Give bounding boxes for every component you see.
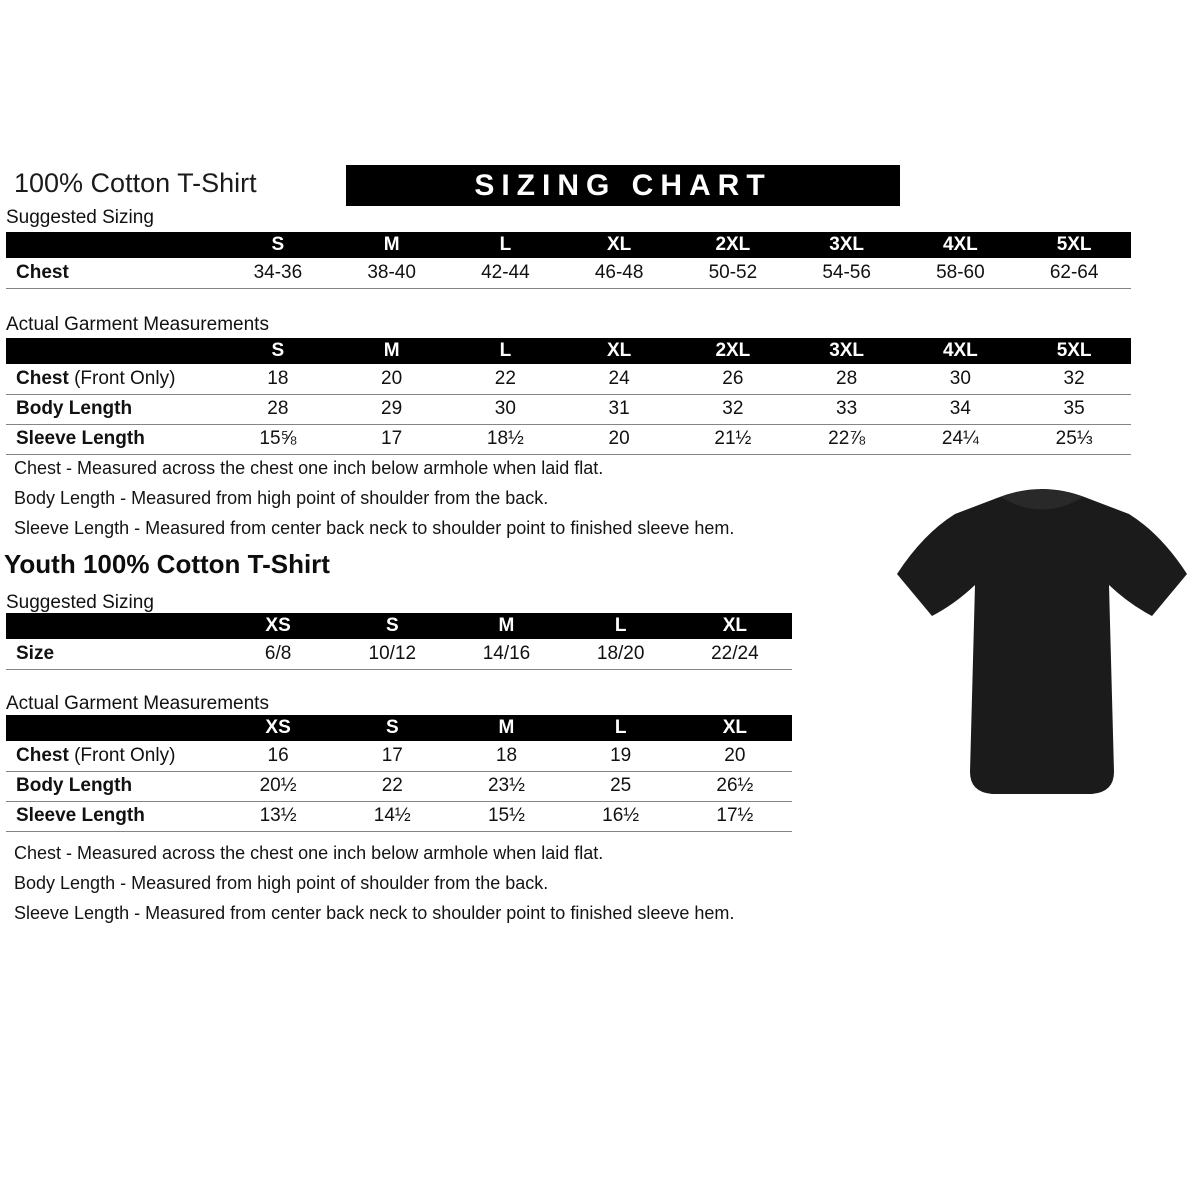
cell: 46-48 <box>562 258 676 288</box>
col-header: XL <box>678 715 792 741</box>
col-header: M <box>335 232 449 258</box>
col-header: 2XL <box>676 338 790 364</box>
adult-measurement-notes <box>14 458 834 548</box>
header-row <box>6 715 792 741</box>
adult-suggested-sizing-table <box>6 232 1131 289</box>
adult-actual-measurements-table <box>6 338 1131 455</box>
sizing-chart-banner: SIZING CHART <box>346 165 900 206</box>
cell: 21½ <box>676 424 790 454</box>
cell: 18/20 <box>564 639 678 669</box>
col-header: M <box>449 613 563 639</box>
col-header: 4XL <box>904 232 1018 258</box>
table-row <box>6 364 1131 394</box>
cell: 18 <box>221 364 335 394</box>
cell: 18 <box>449 741 563 771</box>
header-spacer-cell <box>6 715 221 741</box>
cell: 18½ <box>449 424 563 454</box>
col-header: XS <box>221 613 335 639</box>
header-row <box>6 338 1131 364</box>
row-label: Sleeve Length <box>6 801 221 831</box>
cell: 17½ <box>678 801 792 831</box>
cell: 14½ <box>335 801 449 831</box>
row-label: Chest <box>6 258 221 288</box>
page-title: 100% Cotton T-Shirt <box>14 168 257 198</box>
note-sleeve-length: Sleeve Length - Measured from center back neck to shoulder point to finished sleeve hem. <box>14 903 735 923</box>
cell: 15½ <box>449 801 563 831</box>
col-header: 3XL <box>790 338 904 364</box>
cell: 31 <box>562 394 676 424</box>
col-header: XL <box>562 338 676 364</box>
header-spacer-cell <box>6 338 221 364</box>
table-row <box>6 639 792 669</box>
header-row <box>6 232 1131 258</box>
cell: 28 <box>221 394 335 424</box>
cell: 22 <box>335 771 449 801</box>
cell: 32 <box>676 394 790 424</box>
cell: 24¼ <box>904 424 1018 454</box>
col-header: M <box>335 338 449 364</box>
col-header: XS <box>221 715 335 741</box>
cell: 15⅝ <box>221 424 335 454</box>
table-row <box>6 258 1131 288</box>
cell: 23½ <box>449 771 563 801</box>
cell: 19 <box>564 741 678 771</box>
note-body-length: Body Length - Measured from high point of shoulder from the back. <box>14 873 549 893</box>
header-spacer-cell <box>6 613 221 639</box>
cell: 62-64 <box>1017 258 1131 288</box>
table-row <box>6 771 792 801</box>
cell: 22 <box>449 364 563 394</box>
col-header: 5XL <box>1017 338 1131 364</box>
youth-section-title: Youth 100% Cotton T-Shirt <box>4 549 330 579</box>
cell: 20 <box>678 741 792 771</box>
tshirt-body <box>897 489 1187 794</box>
cell: 16½ <box>564 801 678 831</box>
cell: 25 <box>564 771 678 801</box>
header-row <box>6 613 792 639</box>
cell: 34-36 <box>221 258 335 288</box>
row-label: Chest (Front Only) <box>6 364 221 394</box>
cell: 50-52 <box>676 258 790 288</box>
cell: 34 <box>904 394 1018 424</box>
row-label: Chest (Front Only) <box>6 741 221 771</box>
youth-actual-measurements-label: Actual Garment Measurements <box>6 693 269 714</box>
tshirt-image <box>893 472 1191 808</box>
cell: 22⅞ <box>790 424 904 454</box>
col-header: S <box>335 715 449 741</box>
cell: 26 <box>676 364 790 394</box>
col-header: S <box>221 338 335 364</box>
col-header: 5XL <box>1017 232 1131 258</box>
note-chest: Chest - Measured across the chest one inch below armhole when laid flat. <box>14 458 604 478</box>
col-header: 2XL <box>676 232 790 258</box>
cell: 35 <box>1017 394 1131 424</box>
col-header: 3XL <box>790 232 904 258</box>
cell: 20 <box>335 364 449 394</box>
cell: 29 <box>335 394 449 424</box>
cell: 14/16 <box>449 639 563 669</box>
row-label: Body Length <box>6 771 221 801</box>
cell: 24 <box>562 364 676 394</box>
row-label: Size <box>6 639 221 669</box>
note-body-length: Body Length - Measured from high point of shoulder from the back. <box>14 488 549 508</box>
cell: 17 <box>335 741 449 771</box>
header-spacer-cell <box>6 232 221 258</box>
youth-measurement-notes <box>14 843 834 933</box>
cell: 16 <box>221 741 335 771</box>
col-header: XL <box>678 613 792 639</box>
cell: 28 <box>790 364 904 394</box>
col-header: L <box>564 715 678 741</box>
cell: 30 <box>449 394 563 424</box>
cell: 17 <box>335 424 449 454</box>
cell: 30 <box>904 364 1018 394</box>
row-label: Body Length <box>6 394 221 424</box>
youth-suggested-sizing-table <box>6 613 792 670</box>
cell: 10/12 <box>335 639 449 669</box>
cell: 26½ <box>678 771 792 801</box>
youth-suggested-sizing-label: Suggested Sizing <box>6 592 154 613</box>
youth-actual-measurements-table <box>6 715 792 832</box>
black-tshirt-graphic <box>893 472 1191 808</box>
col-header: M <box>449 715 563 741</box>
cell: 20 <box>562 424 676 454</box>
cell: 38-40 <box>335 258 449 288</box>
col-header: L <box>449 232 563 258</box>
cell: 54-56 <box>790 258 904 288</box>
cell: 22/24 <box>678 639 792 669</box>
table-row <box>6 394 1131 424</box>
table-row <box>6 741 792 771</box>
cell: 58-60 <box>904 258 1018 288</box>
col-header: 4XL <box>904 338 1018 364</box>
cell: 6/8 <box>221 639 335 669</box>
col-header: S <box>221 232 335 258</box>
col-header: L <box>564 613 678 639</box>
table-row <box>6 424 1131 454</box>
col-header: S <box>335 613 449 639</box>
note-chest: Chest - Measured across the chest one inch below armhole when laid flat. <box>14 843 604 863</box>
cell: 20½ <box>221 771 335 801</box>
adult-actual-measurements-label: Actual Garment Measurements <box>6 314 269 335</box>
table-row <box>6 801 792 831</box>
row-label: Sleeve Length <box>6 424 221 454</box>
col-header: L <box>449 338 563 364</box>
cell: 13½ <box>221 801 335 831</box>
note-sleeve-length: Sleeve Length - Measured from center back neck to shoulder point to finished sleeve hem. <box>14 518 735 538</box>
cell: 25⅓ <box>1017 424 1131 454</box>
cell: 42-44 <box>449 258 563 288</box>
cell: 32 <box>1017 364 1131 394</box>
adult-suggested-sizing-label: Suggested Sizing <box>6 207 154 228</box>
col-header: XL <box>562 232 676 258</box>
cell: 33 <box>790 394 904 424</box>
